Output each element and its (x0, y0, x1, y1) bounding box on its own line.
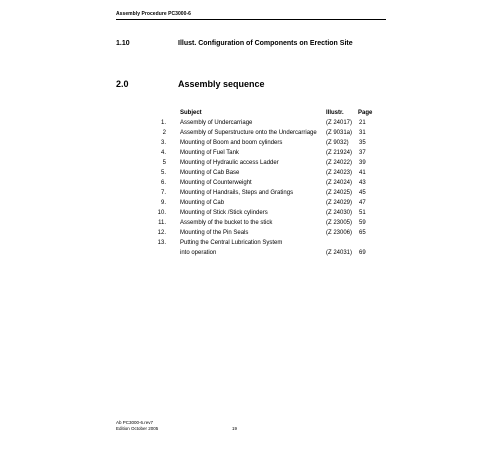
row-number: 12. (157, 230, 166, 236)
table-row (0, 220, 500, 230)
row-subject: Assembly of Undercarriage (180, 120, 253, 126)
row-subject: Mounting of Fuel Tank (180, 150, 239, 156)
row-number: 3. (160, 140, 166, 146)
row-page: 59 (359, 220, 366, 226)
column-header-illustr: Illustr. (326, 110, 344, 116)
row-number: 1. (160, 120, 166, 126)
row-illustration-ref: (Z 24031) (326, 250, 353, 256)
row-number: 2 (162, 130, 166, 136)
row-page: 37 (359, 150, 366, 156)
section-title: Illust. Configuration of Components on Erection Site (178, 40, 353, 47)
row-illustration-ref: (Z 24030) (326, 210, 353, 216)
row-subject: Putting the Central Lubrication System (180, 240, 283, 246)
section-number: 2.0 (116, 79, 129, 89)
row-subject: Mounting of Stick /Stick cylinders (180, 210, 268, 216)
row-illustration-ref: (Z 23006) (326, 230, 353, 236)
row-subject: Mounting of Handrails, Steps and Gratings (180, 190, 294, 196)
footer-revision: Ab PC3000-6.rev7 (116, 420, 154, 425)
table-row (0, 180, 500, 190)
column-header-subject: Subject (180, 110, 202, 116)
footer-edition: Edition October 2005 (116, 425, 159, 431)
section-title: Assembly sequence (178, 79, 265, 89)
row-page: 45 (359, 190, 366, 196)
row-illustration-ref: (Z 24022) (326, 160, 353, 166)
assembly-sequence-table (0, 120, 500, 260)
table-row (0, 230, 500, 240)
row-illustration-ref: (Z 9032) (326, 140, 349, 146)
row-page: 21 (359, 120, 366, 126)
row-page: 65 (359, 230, 366, 236)
row-illustration-ref: (Z 24029) (326, 200, 353, 206)
row-subject: Mounting of Boom and boom cylinders (180, 140, 283, 146)
row-illustration-ref: (Z 23005) (326, 220, 353, 226)
table-row (0, 170, 500, 180)
row-page: 69 (359, 250, 366, 256)
row-subject: into operation (180, 250, 217, 256)
row-subject: Mounting of Cab Base (180, 170, 240, 176)
row-subject: Mounting of the Pin Seals (180, 230, 249, 236)
row-page: 51 (359, 210, 366, 216)
document-footer (116, 420, 158, 431)
table-row (0, 250, 500, 260)
row-page: 39 (359, 160, 366, 166)
row-number: 13. (157, 240, 166, 246)
table-row (0, 210, 500, 220)
table-row (0, 160, 500, 170)
row-page: 31 (359, 130, 366, 136)
row-page: 41 (359, 170, 366, 176)
column-header-page: Page (358, 110, 373, 116)
document-header-title: Assembly Procedure PC3000-6 (116, 11, 191, 17)
row-illustration-ref: (Z 24023) (326, 170, 353, 176)
row-number: 9. (160, 200, 166, 206)
table-row (0, 200, 500, 210)
table-row (0, 120, 500, 130)
row-number: 5. (160, 170, 166, 176)
row-subject: Assembly of Superstructure onto the Undercarriage (180, 130, 317, 136)
row-subject: Mounting of Counterweight (180, 180, 252, 186)
row-number: 10. (157, 210, 166, 216)
row-page: 35 (359, 140, 366, 146)
header-divider (116, 19, 386, 20)
table-row (0, 240, 500, 250)
row-number: 7. (160, 190, 166, 196)
row-illustration-ref: (Z 24025) (326, 190, 353, 196)
table-row (0, 190, 500, 200)
row-number: 4. (160, 150, 166, 156)
row-page: 43 (359, 180, 366, 186)
row-subject: Assembly of the bucket to the stick (180, 220, 273, 226)
row-illustration-ref: (Z 9031a) (326, 130, 353, 136)
row-page: 47 (359, 200, 366, 206)
row-number: 5 (162, 160, 166, 166)
row-subject: Mounting of Hydraulic access Ladder (180, 160, 279, 166)
table-row (0, 130, 500, 140)
row-illustration-ref: (Z 24024) (326, 180, 353, 186)
row-subject: Mounting of Cab (180, 200, 225, 206)
row-number: 11. (158, 220, 166, 226)
row-illustration-ref: (Z 24017) (326, 120, 353, 126)
table-row (0, 150, 500, 160)
row-illustration-ref: (Z 21924) (326, 150, 353, 156)
table-row (0, 140, 500, 150)
page-number: 19 (232, 426, 238, 431)
row-number: 6. (160, 180, 166, 186)
section-number: 1.10 (116, 40, 130, 47)
